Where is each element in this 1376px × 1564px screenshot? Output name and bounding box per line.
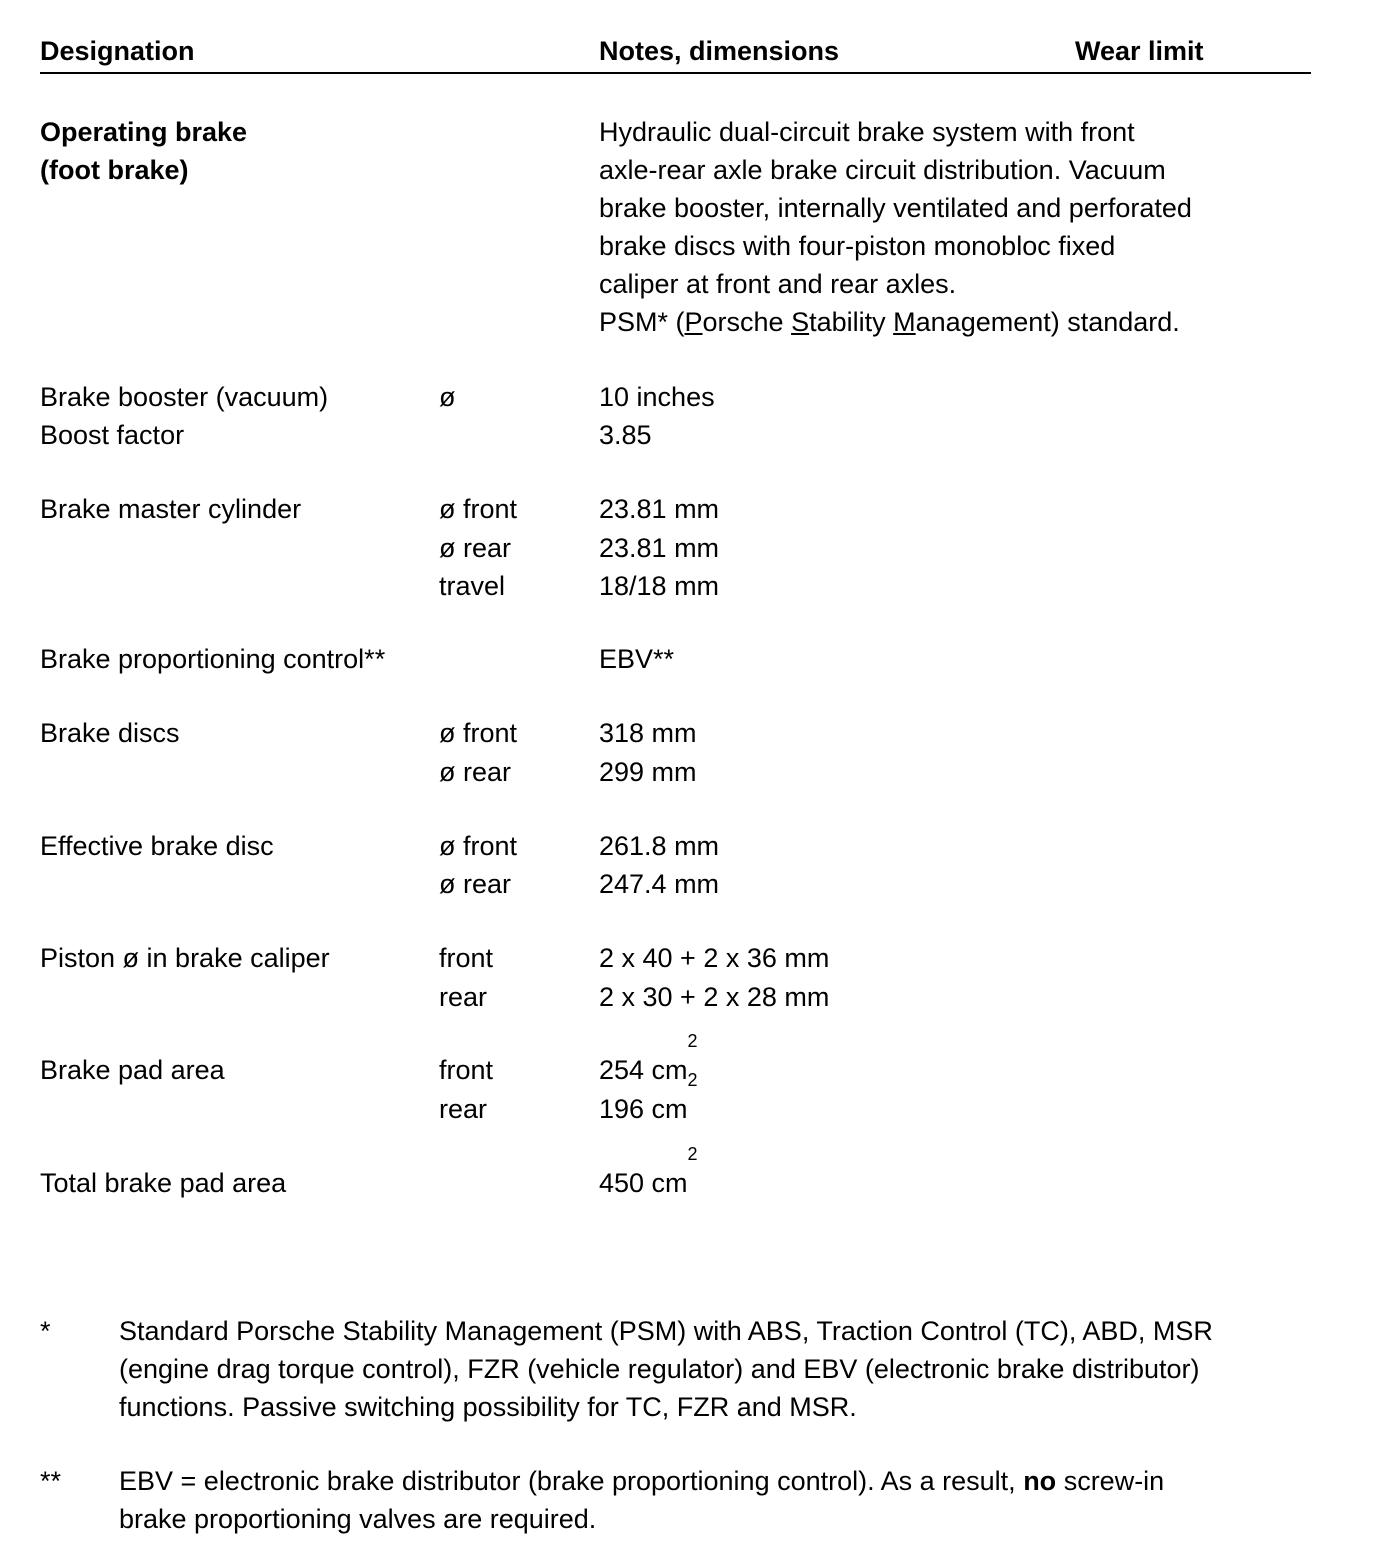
description-line: brake booster, internally ventilated and perforated — [599, 193, 1192, 223]
row-symbol: front — [439, 943, 494, 973]
row-label: Total brake pad area — [40, 1168, 287, 1198]
row-value: 23.81 mm — [599, 533, 720, 563]
row-value: 299 mm — [599, 757, 697, 787]
row-value: EBV** — [599, 644, 675, 674]
row-label: Brake pad area — [40, 1055, 225, 1085]
section-title: Operating brake — [40, 117, 248, 147]
row-symbol: rear — [439, 982, 488, 1012]
row-symbol: front — [439, 1055, 494, 1085]
row-symbol: ø rear — [439, 757, 512, 787]
row-symbol: ø front — [439, 831, 518, 861]
description-line: brake discs with four-piston monobloc fixed — [599, 231, 1116, 261]
row-value: 10 inches — [599, 382, 715, 412]
header-wear-limit: Wear limit — [1075, 36, 1204, 66]
row-symbol: travel — [439, 571, 506, 601]
row-value: 2 x 30 + 2 x 28 mm — [599, 982, 830, 1012]
row-value: 318 mm — [599, 718, 697, 748]
row-value: 247.4 mm — [599, 869, 720, 899]
section-subtitle: (foot brake) — [40, 155, 189, 185]
footnote-line: Standard Porsche Stability Management (PSM) with ABS, Traction Control (TC), ABD, MSR — [119, 1316, 1213, 1346]
row-label: Brake booster (vacuum) — [40, 382, 329, 412]
row-label: Piston ø in brake caliper — [40, 943, 330, 973]
header-notes: Notes, dimensions — [599, 36, 840, 66]
description-line: axle-rear axle brake circuit distribution. Vacuum — [599, 155, 1166, 185]
footnote-text — [119, 1462, 1199, 1538]
row-symbol: ø front — [439, 494, 518, 524]
section-description — [599, 113, 1219, 341]
row-symbol: ø — [439, 382, 456, 412]
footnote-line: EBV = electronic brake distributor (brake proportioning control). As a result, no screw-in — [119, 1466, 1165, 1496]
description-line: Hydraulic dual-circuit brake system with front — [599, 117, 1135, 147]
psm-line: PSM* (Porsche Stability Management) standard. — [599, 307, 1180, 337]
row-value: 3.85 — [599, 420, 652, 450]
footnote-line: brake proportioning valves are required. — [119, 1504, 597, 1534]
row-value: 18/18 mm — [599, 571, 720, 601]
row-value: 2 x 40 + 2 x 36 mm — [599, 943, 830, 973]
header-designation: Designation — [40, 36, 195, 66]
footnote-text — [119, 1312, 1213, 1426]
row-label: Brake proportioning control** — [40, 644, 386, 674]
row-label: Brake discs — [40, 718, 180, 748]
row-label: Boost factor — [40, 420, 185, 450]
row-symbol: ø rear — [439, 869, 512, 899]
description-line: caliper at front and rear axles. — [599, 269, 957, 299]
header-divider — [40, 72, 1311, 74]
footnote-marker: ** — [40, 1466, 62, 1496]
row-value: 261.8 mm — [599, 831, 720, 861]
footnote-line: functions. Passive switching possibility for TC, FZR and MSR. — [119, 1392, 857, 1422]
row-value: 196 $cm^2$ — [599, 1070, 698, 1124]
row-symbol: ø rear — [439, 533, 512, 563]
row-value: 23.81 mm — [599, 494, 720, 524]
row-label: Brake master cylinder — [40, 494, 302, 524]
row-label: Effective brake disc — [40, 831, 274, 861]
row-value: 254 $cm^2$ — [599, 1031, 698, 1085]
footnote-marker: * — [40, 1316, 51, 1346]
row-value: 450 $cm^2$ — [599, 1144, 698, 1198]
row-symbol: ø front — [439, 718, 518, 748]
row-symbol: rear — [439, 1094, 488, 1124]
footnote-line: (engine drag torque control), FZR (vehicle regulator) and EBV (electronic brake distributor) — [119, 1354, 1200, 1384]
